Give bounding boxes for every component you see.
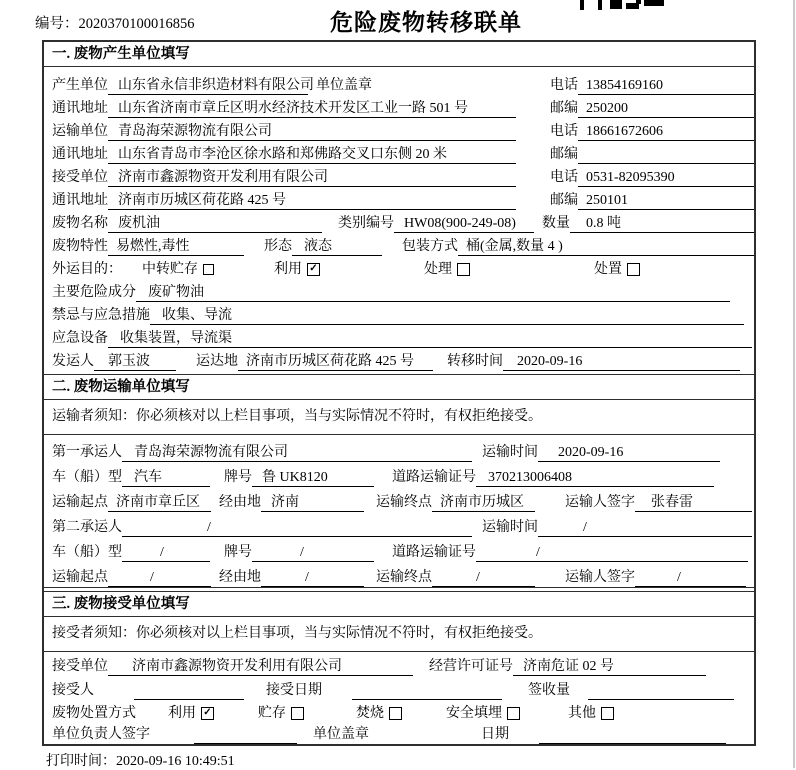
addr3-value: 济南市历城区荷花路 425 号: [108, 191, 516, 210]
date-label: 日期: [481, 727, 509, 742]
row-producer-address: [44, 95, 754, 118]
origin2-value: /: [108, 568, 211, 587]
row-carrier2: [44, 512, 754, 537]
recipient-value: [134, 681, 244, 700]
plate2-label: 牌号: [224, 545, 252, 560]
end1-value: 济南市历城区: [432, 493, 535, 512]
section2-header: 二. 废物运输单位填写: [44, 374, 754, 400]
addr1-label: 通讯地址: [52, 101, 108, 116]
origin2-label: 运输起点: [52, 570, 108, 585]
disposal-option-storage: [250, 704, 304, 723]
accept-unit-value: 济南市鑫源物资开发利用有限公司: [108, 657, 413, 676]
vehicle-type1-value: 汽车: [122, 468, 210, 487]
carrier1-label: 第一承运人: [52, 445, 122, 460]
disposal-storage-label: 贮存: [258, 706, 286, 721]
taboo-label: 禁忌与应急措施: [52, 308, 150, 323]
hazard-label: 主要危险成分: [52, 285, 136, 300]
packaging-label: 包装方式: [402, 239, 458, 254]
purpose-reuse-checkbox: ✓: [307, 263, 320, 276]
accept-date-label: 接受日期: [266, 683, 322, 698]
sign2-value: /: [635, 568, 746, 587]
row-disposal-method: [44, 700, 754, 723]
phone2-label: 电话: [550, 124, 578, 139]
via1-value: 济南: [261, 493, 364, 512]
shipper-value: 郭玉波: [94, 352, 176, 371]
origin1-label: 运输起点: [52, 495, 108, 510]
addr2-label: 通讯地址: [52, 147, 108, 162]
carrier2-value: /: [122, 518, 472, 537]
amount-value: [588, 681, 734, 700]
zip1-label: 邮编: [550, 101, 578, 116]
zip3-label: 邮编: [550, 193, 578, 208]
row-producer: [44, 72, 754, 95]
section2-content: [44, 435, 754, 588]
purpose-option-reuse: [266, 260, 320, 279]
purpose-disposal-label: 处置: [594, 262, 622, 277]
print-time-label: 打印时间：: [46, 754, 116, 769]
section1-header: 一. 废物产生单位填写: [44, 42, 754, 67]
disposal-storage-checkbox: [291, 707, 304, 720]
permit2-label: 道路运输证号: [392, 545, 476, 560]
addr1-value: 山东省济南市章丘区明水经济技术开发区工业一路 501 号: [108, 99, 516, 118]
receiver-label: 接受单位: [52, 170, 108, 185]
row-route2: [44, 562, 754, 587]
transfer-time-label: 转移时间: [447, 354, 503, 369]
zip2-value: [578, 145, 754, 164]
disposal-landfill-checkbox: [507, 707, 520, 720]
transporter-label: 运输单位: [52, 124, 108, 139]
purpose-disposal-checkbox: [627, 263, 640, 276]
date-value: [539, 725, 726, 744]
row-waste-traits: [44, 233, 754, 256]
transporter-value: 青岛海荣源物流有限公司: [108, 122, 516, 141]
via2-value: /: [261, 568, 364, 587]
waste-name-label: 废物名称: [52, 216, 108, 231]
producer-value: 山东省永信非织造材料有限公司: [108, 76, 308, 95]
amount-label: 签收量: [528, 683, 570, 698]
row-transporter: [44, 118, 754, 141]
form-label: 形态: [264, 239, 292, 254]
section2-notice: 运输者须知：你必须核对以上栏目事项，当与实际情况不符时，有权拒绝接受。: [44, 400, 754, 435]
document-number-value: 2020370100016856: [78, 16, 195, 32]
disposal-other-label: 其他: [568, 706, 596, 721]
equipment-value: 收集装置，导流渠: [108, 329, 752, 348]
disposal-incineration-label: 焚烧: [356, 706, 384, 721]
shipper-label: 发运人: [52, 354, 94, 369]
equipment-label: 应急设备: [52, 331, 108, 346]
section1-content: [44, 67, 754, 371]
purpose-treatment-label: 处理: [424, 262, 452, 277]
addr3-label: 通讯地址: [52, 193, 108, 208]
disposal-method-label: 废物处置方式: [52, 706, 136, 721]
plate2-value: /: [252, 543, 374, 562]
disposal-landfill-label: 安全填埋: [446, 706, 502, 721]
addr2-value: 山东省青岛市李沧区徐水路和郑佛路交叉口东侧 20 米: [108, 145, 516, 164]
vehicle-type2-label: 车（船）型: [52, 545, 122, 560]
transport-time1-value: 2020-09-16: [538, 443, 720, 462]
traits-value: 易燃性,毒性: [108, 237, 244, 256]
section3-notice: 接受者须知：你必须核对以上栏目事项，当与实际情况不符时，有权拒绝接受。: [44, 617, 754, 652]
zip3-value: 250101: [578, 191, 754, 210]
row-hazard: [44, 279, 754, 302]
plate1-label: 牌号: [224, 470, 252, 485]
purpose-storage-checkbox: [203, 264, 214, 275]
row-shipper: [44, 348, 754, 371]
sign2-label: 运输人签字: [565, 570, 635, 585]
purpose-storage-label: 中转贮存: [142, 262, 198, 277]
sign1-label: 运输人签字: [565, 495, 635, 510]
document-number: [35, 12, 195, 33]
license-value: 济南危证 02 号: [513, 657, 706, 676]
form-value: 液态: [292, 237, 382, 256]
print-time: [46, 750, 235, 770]
disposal-incineration-checkbox: [389, 707, 402, 720]
end1-label: 运输终点: [376, 495, 432, 510]
responsible-sign-label: 单位负责人签字: [52, 727, 150, 742]
destination-label: 运达地: [196, 354, 238, 369]
section3-content: [44, 652, 754, 744]
row-purpose: [44, 256, 754, 279]
row-receiver: [44, 164, 754, 187]
row-recipient: [44, 676, 754, 700]
traits-label: 废物特性: [52, 239, 108, 254]
phone3-value: 0531-82095390: [578, 168, 754, 187]
row-vehicle1: [44, 462, 754, 487]
purpose-option-disposal: [586, 260, 640, 279]
disposal-option-landfill: [438, 704, 520, 723]
phone2-value: 18661672606: [578, 122, 754, 141]
unit-seal2-label: 单位盖章: [313, 727, 369, 742]
transport-time2-value: /: [538, 518, 752, 537]
disposal-option-other: [560, 704, 614, 723]
section3-header: 三. 废物接受单位填写: [44, 591, 754, 617]
transfer-manifest-form: [42, 40, 756, 746]
purpose-option-storage: [134, 260, 214, 279]
recipient-label: 接受人: [52, 683, 94, 698]
unit-seal-label: 单位盖章: [316, 78, 372, 93]
quantity-label: 数量: [542, 216, 570, 231]
transfer-time-value: 2020-09-16: [503, 352, 740, 371]
quantity-value: 0.8 吨: [570, 214, 754, 233]
carrier1-value: 青岛海荣源物流有限公司: [122, 443, 472, 462]
page-title: 危险废物转移联单: [330, 10, 522, 35]
category-value: HW08(900-249-08): [394, 214, 534, 233]
row-responsible-sign: [44, 723, 754, 744]
sign1-value: 张春雷: [635, 493, 752, 512]
hazard-value: 废矿物油: [136, 283, 730, 302]
row-transporter-address: [44, 141, 754, 164]
vehicle-type1-label: 车（船）型: [52, 470, 122, 485]
accept-date-value: [352, 681, 502, 700]
end2-value: /: [432, 568, 535, 587]
row-waste-name: [44, 210, 754, 233]
row-equipment: [44, 325, 754, 348]
disposal-reuse-checkbox: ✓: [201, 707, 214, 720]
print-time-value: 2020-09-16 10:49:51: [116, 754, 235, 769]
responsible-sign-value: [194, 725, 297, 744]
document-number-label: 编号：: [35, 16, 79, 32]
row-accept-unit: [44, 654, 754, 676]
producer-label: 产生单位: [52, 78, 108, 93]
purpose-treatment-checkbox: [457, 263, 470, 276]
carrier2-label: 第二承运人: [52, 520, 122, 535]
window-right-edge: [793, 0, 795, 768]
category-label: 类别编号: [338, 216, 394, 231]
waste-name-value: 废机油: [108, 214, 322, 233]
accept-unit-label: 接受单位: [52, 659, 108, 674]
destination-value: 济南市历城区荷花路 425 号: [238, 352, 433, 371]
disposal-option-reuse: [160, 704, 214, 723]
permit2-value: /: [476, 543, 748, 562]
row-vehicle2: [44, 537, 754, 562]
row-taboo: [44, 302, 754, 325]
disposal-other-checkbox: [601, 707, 614, 720]
zip1-value: 250200: [578, 99, 754, 118]
plate1-value: 鲁 UK8120: [252, 468, 374, 487]
zip2-label: 邮编: [550, 147, 578, 162]
row-receiver-address: [44, 187, 754, 210]
via2-label: 经由地: [219, 570, 261, 585]
purpose-label: 外运目的：: [52, 262, 122, 277]
origin1-value: 济南市章丘区: [108, 493, 211, 512]
packaging-value: 桶(金属,数量 4 ): [458, 237, 754, 256]
disposal-option-incineration: [348, 704, 402, 723]
receiver-value: 济南市鑫源物资开发利用有限公司: [108, 168, 516, 187]
transport-time1-label: 运输时间: [482, 445, 538, 460]
permit1-label: 道路运输证号: [392, 470, 476, 485]
transport-time2-label: 运输时间: [482, 520, 538, 535]
license-label: 经营许可证号: [429, 659, 513, 674]
phone1-label: 电话: [550, 78, 578, 93]
qr-code-icon: [578, 0, 666, 10]
taboo-value: 收集、导流: [150, 306, 744, 325]
disposal-reuse-label: 利用: [168, 706, 196, 721]
phone3-label: 电话: [550, 170, 578, 185]
row-carrier1: [44, 437, 754, 462]
via1-label: 经由地: [219, 495, 261, 510]
vehicle-type2-value: /: [122, 543, 210, 562]
purpose-option-treatment: [416, 260, 470, 279]
row-route1: [44, 487, 754, 512]
end2-label: 运输终点: [376, 570, 432, 585]
purpose-reuse-label: 利用: [274, 262, 302, 277]
phone1-value: 13854169160: [578, 76, 754, 95]
permit1-value: 370213006408: [476, 468, 714, 487]
